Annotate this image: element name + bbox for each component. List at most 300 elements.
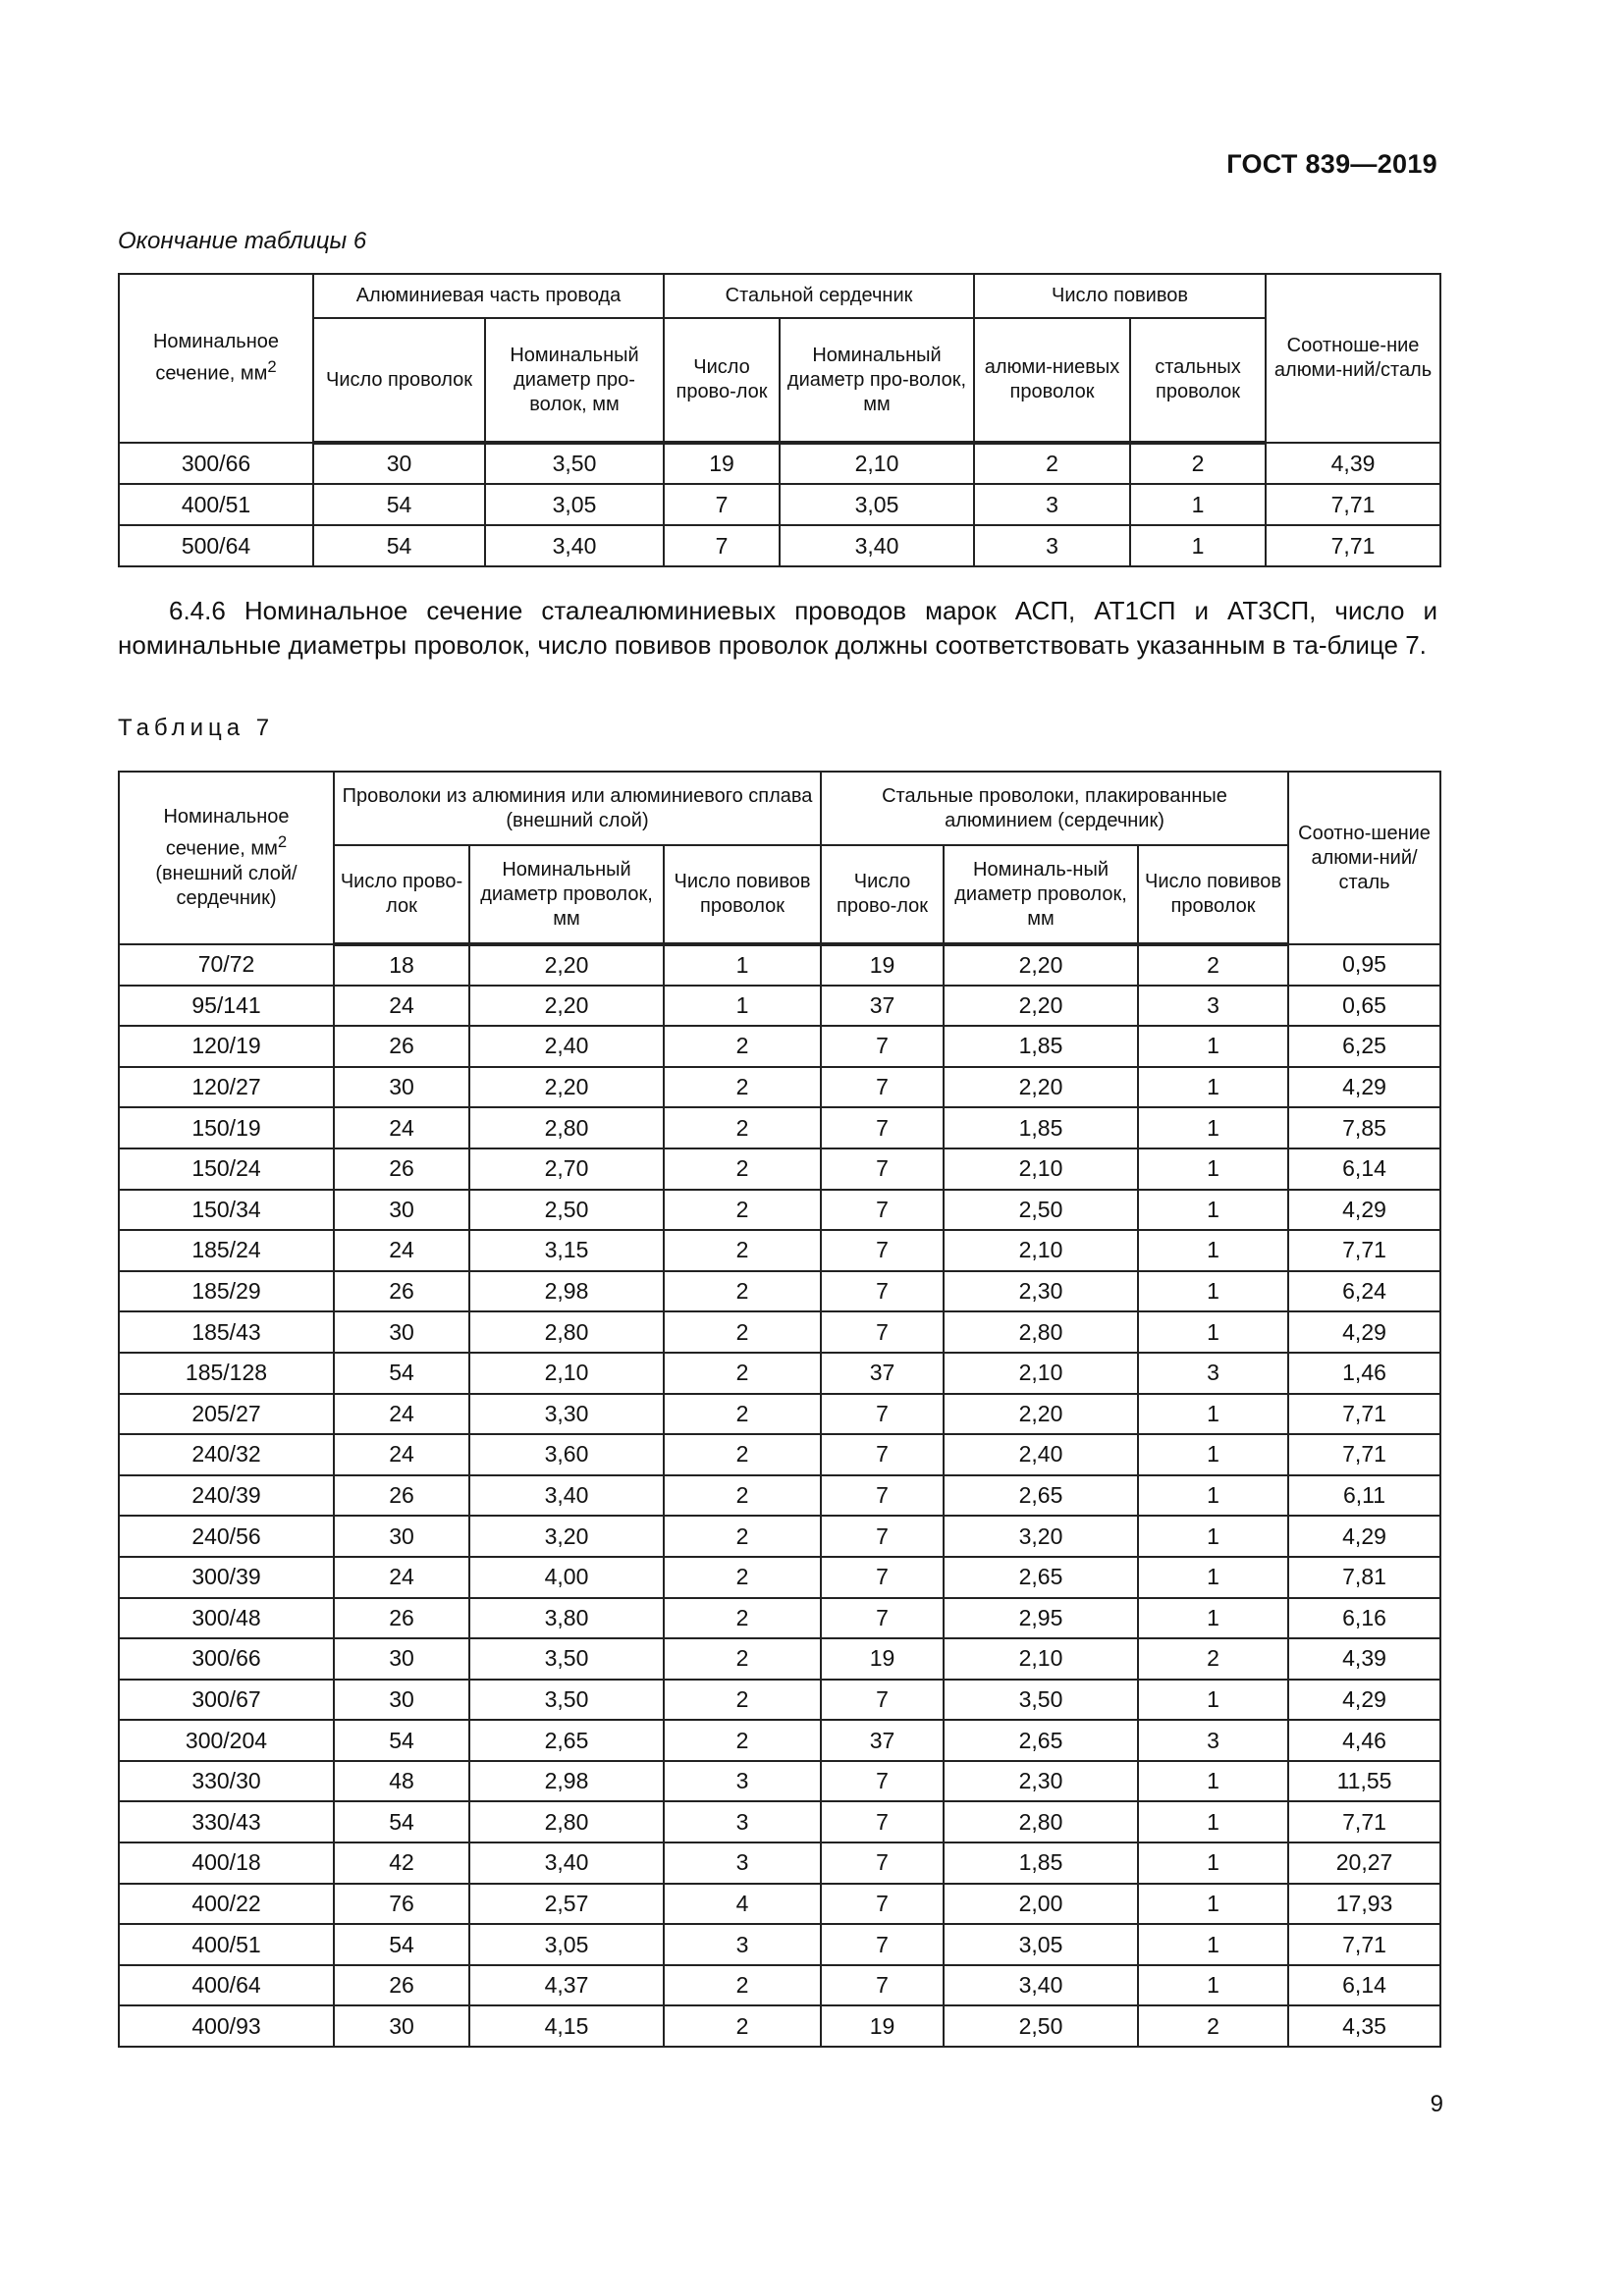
table-cell: 4,29 (1288, 1311, 1440, 1353)
table7-body (119, 944, 1440, 2047)
table-cell: 3 (664, 1924, 821, 1965)
table-cell: 120/19 (119, 1026, 334, 1067)
table-cell: 30 (334, 1190, 469, 1231)
table-cell: 30 (334, 1638, 469, 1680)
table-cell: 1 (1138, 1680, 1288, 1721)
col-header-steel-diameter: Номинальный диаметр про-волок, мм (780, 318, 974, 443)
table-cell: 4,46 (1288, 1720, 1440, 1761)
table-cell: 54 (334, 1720, 469, 1761)
paragraph-6-4-6: 6.4.6 Номинальное сечение сталеалюминиевых проводов марок АСП, АТ1СП и АТ3СП, число и номинальные диаметры проволок, число повивов проволок должны соответствовать указанным в та-блице 7. (118, 596, 1437, 660)
table-cell: 19 (664, 443, 780, 484)
table-cell: 1 (1138, 1394, 1288, 1435)
table-cell: 24 (334, 986, 469, 1027)
table-cell: 2 (664, 1720, 821, 1761)
table-cell: 7 (821, 1801, 944, 1842)
table-cell: 24 (334, 1230, 469, 1271)
table-cell: 7 (821, 1598, 944, 1639)
table-cell: 7 (821, 1271, 944, 1312)
table-cell: 1 (1138, 1311, 1288, 1353)
col-header-lays-al: алюми-ниевых проволок (974, 318, 1130, 443)
table-cell: 2 (664, 1148, 821, 1190)
table-cell: 4 (664, 1884, 821, 1925)
table-cell: 2,65 (944, 1720, 1138, 1761)
table-cell: 42 (334, 1842, 469, 1884)
table-cell: 2,20 (944, 944, 1138, 986)
table-cell: 1 (1138, 1067, 1288, 1108)
table-cell: 54 (334, 1924, 469, 1965)
table-cell: 2,20 (944, 1067, 1138, 1108)
table-6 (118, 273, 1441, 567)
table-cell: 1,85 (944, 1842, 1138, 1884)
table-cell: 2,80 (944, 1311, 1138, 1353)
table-cell: 20,27 (1288, 1842, 1440, 1884)
table6-caption: Окончание таблицы 6 (118, 228, 367, 254)
table-cell: 48 (334, 1761, 469, 1802)
table-cell: 3 (664, 1761, 821, 1802)
table-cell: 1,46 (1288, 1353, 1440, 1394)
table-cell: 300/39 (119, 1557, 334, 1598)
col-header-ratio: Соотно-шение алюми-ний/ сталь (1288, 772, 1440, 944)
table-cell: 3,50 (944, 1680, 1138, 1721)
table-cell: 26 (334, 1475, 469, 1517)
col-header-lays-steel: стальных проволок (1130, 318, 1266, 443)
table-cell: 7 (664, 484, 780, 525)
table-cell: 1 (1130, 484, 1266, 525)
table-cell: 0,65 (1288, 986, 1440, 1027)
table-cell: 3,40 (469, 1475, 664, 1517)
table-cell: 7,85 (1288, 1107, 1440, 1148)
group-header-steel-core: Стальной сердечник (664, 274, 974, 318)
table-row (119, 484, 1440, 525)
table-row (119, 525, 1440, 566)
col-header-steel-count: Число прово-лок (821, 845, 944, 944)
table-row (119, 1516, 1440, 1557)
table-cell: 2,98 (469, 1271, 664, 1312)
table-cell: 3,40 (485, 525, 664, 566)
table-row (119, 1434, 1440, 1475)
table-cell: 19 (821, 944, 944, 986)
table-cell: 1 (1138, 1557, 1288, 1598)
table-cell: 7,71 (1288, 1230, 1440, 1271)
col-header-al-lays: Число повивов проволок (664, 845, 821, 944)
table-cell: 2 (664, 2005, 821, 2047)
table-cell: 7 (821, 1761, 944, 1802)
table-row (119, 1230, 1440, 1271)
table-row (119, 1353, 1440, 1394)
table-cell: 2 (664, 1434, 821, 1475)
table-cell: 2,20 (944, 1394, 1138, 1435)
table-cell: 7,71 (1288, 1924, 1440, 1965)
table-cell: 54 (334, 1801, 469, 1842)
table-cell: 3,05 (780, 484, 974, 525)
table-cell: 2,65 (944, 1475, 1138, 1517)
group-header-lays: Число повивов (974, 274, 1266, 318)
table-cell: 300/204 (119, 1720, 334, 1761)
table-cell: 7 (821, 1190, 944, 1231)
table-cell: 2 (664, 1311, 821, 1353)
table-cell: 1 (1130, 525, 1266, 566)
table-row (119, 1924, 1440, 1965)
table-row (119, 1475, 1440, 1517)
table-cell: 1 (1138, 1516, 1288, 1557)
table-cell: 3,40 (469, 1842, 664, 1884)
document-code: ГОСТ 839—2019 (1226, 149, 1437, 179)
table-cell: 2 (664, 1638, 821, 1680)
table-cell: 18 (334, 944, 469, 986)
table-cell: 1 (1138, 1026, 1288, 1067)
table-cell: 3,05 (469, 1924, 664, 1965)
table-row (119, 1965, 1440, 2006)
table-row (119, 1680, 1440, 1721)
table-cell: 4,29 (1288, 1680, 1440, 1721)
table-cell: 7 (821, 1516, 944, 1557)
table-cell: 3,40 (780, 525, 974, 566)
table-cell: 7,71 (1288, 1394, 1440, 1435)
table-cell: 1 (1138, 1924, 1288, 1965)
table6-body (119, 443, 1440, 566)
table-cell: 2,80 (944, 1801, 1138, 1842)
table-cell: 26 (334, 1271, 469, 1312)
table-cell: 30 (334, 1680, 469, 1721)
table-cell: 54 (313, 525, 485, 566)
table-cell: 400/18 (119, 1842, 334, 1884)
table-cell: 2,10 (780, 443, 974, 484)
table-cell: 26 (334, 1026, 469, 1067)
table-row (119, 443, 1440, 484)
table-cell: 7 (821, 1394, 944, 1435)
table-cell: 2 (974, 443, 1130, 484)
table-cell: 3,50 (469, 1680, 664, 1721)
col-header-section: Номинальное сечение, $мм^2$ (119, 274, 313, 443)
table-cell: 240/56 (119, 1516, 334, 1557)
table-cell: 3 (664, 1842, 821, 1884)
table-cell: 3,40 (944, 1965, 1138, 2006)
table-cell: 3,15 (469, 1230, 664, 1271)
table-cell: 2,10 (944, 1353, 1138, 1394)
table-cell: 7,81 (1288, 1557, 1440, 1598)
table-cell: 500/64 (119, 525, 313, 566)
table-cell: 7 (821, 1107, 944, 1148)
table-cell: 4,29 (1288, 1190, 1440, 1231)
table-cell: 19 (821, 2005, 944, 2047)
table-cell: 7 (821, 1148, 944, 1190)
table7-caption: Таблица 7 (118, 715, 275, 741)
table-cell: 26 (334, 1598, 469, 1639)
table-cell: 2,10 (944, 1638, 1138, 1680)
table-cell: 4,35 (1288, 2005, 1440, 2047)
table-cell: 2,80 (469, 1107, 664, 1148)
table-cell: 6,14 (1288, 1148, 1440, 1190)
table-cell: 2,50 (469, 1190, 664, 1231)
table-cell: 6,14 (1288, 1965, 1440, 2006)
table-cell: 30 (334, 1516, 469, 1557)
col-header-al-diameter: Номинальный диаметр проволок, мм (469, 845, 664, 944)
table-cell: 2,20 (469, 944, 664, 986)
table-cell: 1,85 (944, 1107, 1138, 1148)
table-cell: 300/66 (119, 1638, 334, 1680)
table-cell: 3,50 (485, 443, 664, 484)
table-row (119, 1107, 1440, 1148)
table-cell: 1 (1138, 1965, 1288, 2006)
table-cell: 11,55 (1288, 1761, 1440, 1802)
table-cell: 30 (334, 1067, 469, 1108)
col-header-steel-lays: Число повивов проволок (1138, 845, 1288, 944)
table-cell: 185/29 (119, 1271, 334, 1312)
col-header-al-diameter: Номинальный диаметр про-волок, мм (485, 318, 664, 443)
table-cell: 3,50 (469, 1638, 664, 1680)
table-cell: 1 (1138, 1148, 1288, 1190)
table-cell: 1 (1138, 1107, 1288, 1148)
table-cell: 2 (664, 1475, 821, 1517)
table-row (119, 1598, 1440, 1639)
table-cell: 7 (821, 1842, 944, 1884)
table-cell: 6,24 (1288, 1271, 1440, 1312)
table-cell: 2 (1138, 1638, 1288, 1680)
table-row (119, 1884, 1440, 1925)
table-cell: 1 (1138, 1884, 1288, 1925)
table-cell: 7 (821, 1924, 944, 1965)
table-cell: 7 (821, 1311, 944, 1353)
table-cell: 2 (664, 1516, 821, 1557)
table-row (119, 1720, 1440, 1761)
table-row (119, 944, 1440, 986)
table-cell: 2 (664, 1680, 821, 1721)
table-cell: 7 (821, 1884, 944, 1925)
table-cell: 4,37 (469, 1965, 664, 2006)
table-cell: 6,16 (1288, 1598, 1440, 1639)
table-cell: 2,40 (469, 1026, 664, 1067)
table-cell: 7 (821, 1557, 944, 1598)
table-cell: 37 (821, 1353, 944, 1394)
table-cell: 2 (664, 1067, 821, 1108)
col-header-al-count: Число прово-лок (334, 845, 469, 944)
table-cell: 26 (334, 1148, 469, 1190)
table-cell: 2 (1138, 944, 1288, 986)
table-cell: 150/24 (119, 1148, 334, 1190)
table-cell: 7 (821, 1965, 944, 2006)
table-row (119, 1148, 1440, 1190)
table-cell: 24 (334, 1557, 469, 1598)
table-cell: 2,80 (469, 1801, 664, 1842)
table-cell: 2 (664, 1598, 821, 1639)
table-row (119, 1842, 1440, 1884)
table-cell: 37 (821, 986, 944, 1027)
col-header-steel-count: Число прово-лок (664, 318, 780, 443)
table-cell: 3 (1138, 1720, 1288, 1761)
table-row (119, 1067, 1440, 1108)
table-cell: 330/30 (119, 1761, 334, 1802)
table-cell: 3 (1138, 986, 1288, 1027)
table-cell: 19 (821, 1638, 944, 1680)
table-cell: 2,80 (469, 1311, 664, 1353)
table-cell: 185/43 (119, 1311, 334, 1353)
table-cell: 1 (1138, 1230, 1288, 1271)
table-cell: 2 (664, 1107, 821, 1148)
table-cell: 2,20 (469, 1067, 664, 1108)
table-cell: 7,71 (1288, 1801, 1440, 1842)
table-cell: 1 (664, 944, 821, 986)
table-cell: 17,93 (1288, 1884, 1440, 1925)
table-row (119, 1311, 1440, 1353)
table-cell: 2,10 (469, 1353, 664, 1394)
col-header-ratio: Соотноше-ние алюми-ний/сталь (1266, 274, 1440, 443)
table-row (119, 1394, 1440, 1435)
table-cell: 7 (821, 1475, 944, 1517)
table-cell: 400/22 (119, 1884, 334, 1925)
table-cell: 150/19 (119, 1107, 334, 1148)
table-cell: 185/128 (119, 1353, 334, 1394)
table-cell: 2,50 (944, 2005, 1138, 2047)
table-cell: 1 (1138, 1761, 1288, 1802)
table-cell: 7 (821, 1680, 944, 1721)
table-cell: 3,20 (944, 1516, 1138, 1557)
table-cell: 7,71 (1288, 1434, 1440, 1475)
table-cell: 7 (821, 1026, 944, 1067)
table-cell: 7 (821, 1230, 944, 1271)
table-cell: 30 (313, 443, 485, 484)
table-cell: 2 (664, 1271, 821, 1312)
table-cell: 0,95 (1288, 944, 1440, 986)
table-cell: 2 (664, 1190, 821, 1231)
table-cell: 240/32 (119, 1434, 334, 1475)
table-cell: 2 (664, 1965, 821, 2006)
table-cell: 4,00 (469, 1557, 664, 1598)
table-cell: 3 (664, 1801, 821, 1842)
col-header-al-count: Число проволок (313, 318, 485, 443)
table-cell: 2,70 (469, 1148, 664, 1190)
table-cell: 240/39 (119, 1475, 334, 1517)
table-cell: 300/66 (119, 443, 313, 484)
table-row (119, 1271, 1440, 1312)
table-cell: 300/48 (119, 1598, 334, 1639)
table-row (119, 1026, 1440, 1067)
table-cell: 1 (1138, 1598, 1288, 1639)
table-row (119, 2005, 1440, 2047)
table-cell: 54 (313, 484, 485, 525)
table-row (119, 1801, 1440, 1842)
table-cell: 95/141 (119, 986, 334, 1027)
table-7 (118, 771, 1441, 2048)
table-cell: 26 (334, 1965, 469, 2006)
table-cell: 7 (821, 1067, 944, 1108)
table-cell: 2,10 (944, 1148, 1138, 1190)
table-cell: 400/93 (119, 2005, 334, 2047)
table-cell: 3,60 (469, 1434, 664, 1475)
table-row (119, 986, 1440, 1027)
table-cell: 6,25 (1288, 1026, 1440, 1067)
table-cell: 1 (1138, 1271, 1288, 1312)
table-row (119, 1638, 1440, 1680)
col-header-section: Номинальное сечение, $мм^2$ (внешний слой/ сердечник) (119, 772, 334, 944)
table-row (119, 1557, 1440, 1598)
col-header-steel-diameter: Номиналь-ный диаметр проволок, мм (944, 845, 1138, 944)
table-cell: 1 (1138, 1434, 1288, 1475)
table-cell: 3,30 (469, 1394, 664, 1435)
group-header-aluminium: Алюминиевая часть провода (313, 274, 664, 318)
table-cell: 330/43 (119, 1801, 334, 1842)
table-cell: 7 (821, 1434, 944, 1475)
table-cell: 7 (664, 525, 780, 566)
table-cell: 2,95 (944, 1598, 1138, 1639)
table-cell: 2,40 (944, 1434, 1138, 1475)
table-cell: 2 (664, 1394, 821, 1435)
table-cell: 2,98 (469, 1761, 664, 1802)
page-number: 9 (1430, 2091, 1443, 2117)
table-cell: 2,30 (944, 1761, 1138, 1802)
table-cell: 400/51 (119, 484, 313, 525)
table-cell: 3,20 (469, 1516, 664, 1557)
table-cell: 205/27 (119, 1394, 334, 1435)
table-cell: 24 (334, 1394, 469, 1435)
table-cell: 1 (1138, 1842, 1288, 1884)
table-cell: 2,65 (469, 1720, 664, 1761)
table-cell: 4,39 (1266, 443, 1440, 484)
table-cell: 1 (1138, 1190, 1288, 1231)
table-cell: 24 (334, 1107, 469, 1148)
table-cell: 2,57 (469, 1884, 664, 1925)
table-cell: 2,30 (944, 1271, 1138, 1312)
group-header-steel-wires: Стальные проволоки, плакированные алюминием (сердечник) (821, 772, 1288, 845)
table-cell: 7,71 (1266, 484, 1440, 525)
table-cell: 30 (334, 1311, 469, 1353)
table-row (119, 1190, 1440, 1231)
table-cell: 1 (664, 986, 821, 1027)
table-cell: 37 (821, 1720, 944, 1761)
table-cell: 4,39 (1288, 1638, 1440, 1680)
table-cell: 76 (334, 1884, 469, 1925)
table-cell: 2,10 (944, 1230, 1138, 1271)
table-cell: 7,71 (1266, 525, 1440, 566)
table-cell: 2 (664, 1230, 821, 1271)
table-cell: 3 (1138, 1353, 1288, 1394)
table-cell: 150/34 (119, 1190, 334, 1231)
table-cell: 2,50 (944, 1190, 1138, 1231)
table-cell: 400/64 (119, 1965, 334, 2006)
table-cell: 1 (1138, 1475, 1288, 1517)
table-cell: 2,00 (944, 1884, 1138, 1925)
table-cell: 70/72 (119, 944, 334, 986)
table-cell: 24 (334, 1434, 469, 1475)
table-row (119, 1761, 1440, 1802)
table-cell: 2 (1138, 2005, 1288, 2047)
table-cell: 4,15 (469, 2005, 664, 2047)
table-cell: 120/27 (119, 1067, 334, 1108)
table-cell: 3 (974, 484, 1130, 525)
table-cell: 4,29 (1288, 1516, 1440, 1557)
table-cell: 300/67 (119, 1680, 334, 1721)
table-cell: 3,05 (944, 1924, 1138, 1965)
table-cell: 3,80 (469, 1598, 664, 1639)
table-cell: 2,65 (944, 1557, 1138, 1598)
table-cell: 3,05 (485, 484, 664, 525)
table-cell: 2 (664, 1557, 821, 1598)
table-cell: 185/24 (119, 1230, 334, 1271)
table-cell: 400/51 (119, 1924, 334, 1965)
table-cell: 3 (974, 525, 1130, 566)
table-cell: 2 (664, 1353, 821, 1394)
table-cell: 6,11 (1288, 1475, 1440, 1517)
table-cell: 2,20 (944, 986, 1138, 1027)
table-cell: 54 (334, 1353, 469, 1394)
table-cell: 1 (1138, 1801, 1288, 1842)
group-header-aluminium-wires: Проволоки из алюминия или алюминиевого сплава (внешний слой) (334, 772, 821, 845)
table-cell: 30 (334, 2005, 469, 2047)
table-cell: 4,29 (1288, 1067, 1440, 1108)
table-cell: 2 (1130, 443, 1266, 484)
table-cell: 1,85 (944, 1026, 1138, 1067)
table-cell: 2,20 (469, 986, 664, 1027)
table-cell: 2 (664, 1026, 821, 1067)
